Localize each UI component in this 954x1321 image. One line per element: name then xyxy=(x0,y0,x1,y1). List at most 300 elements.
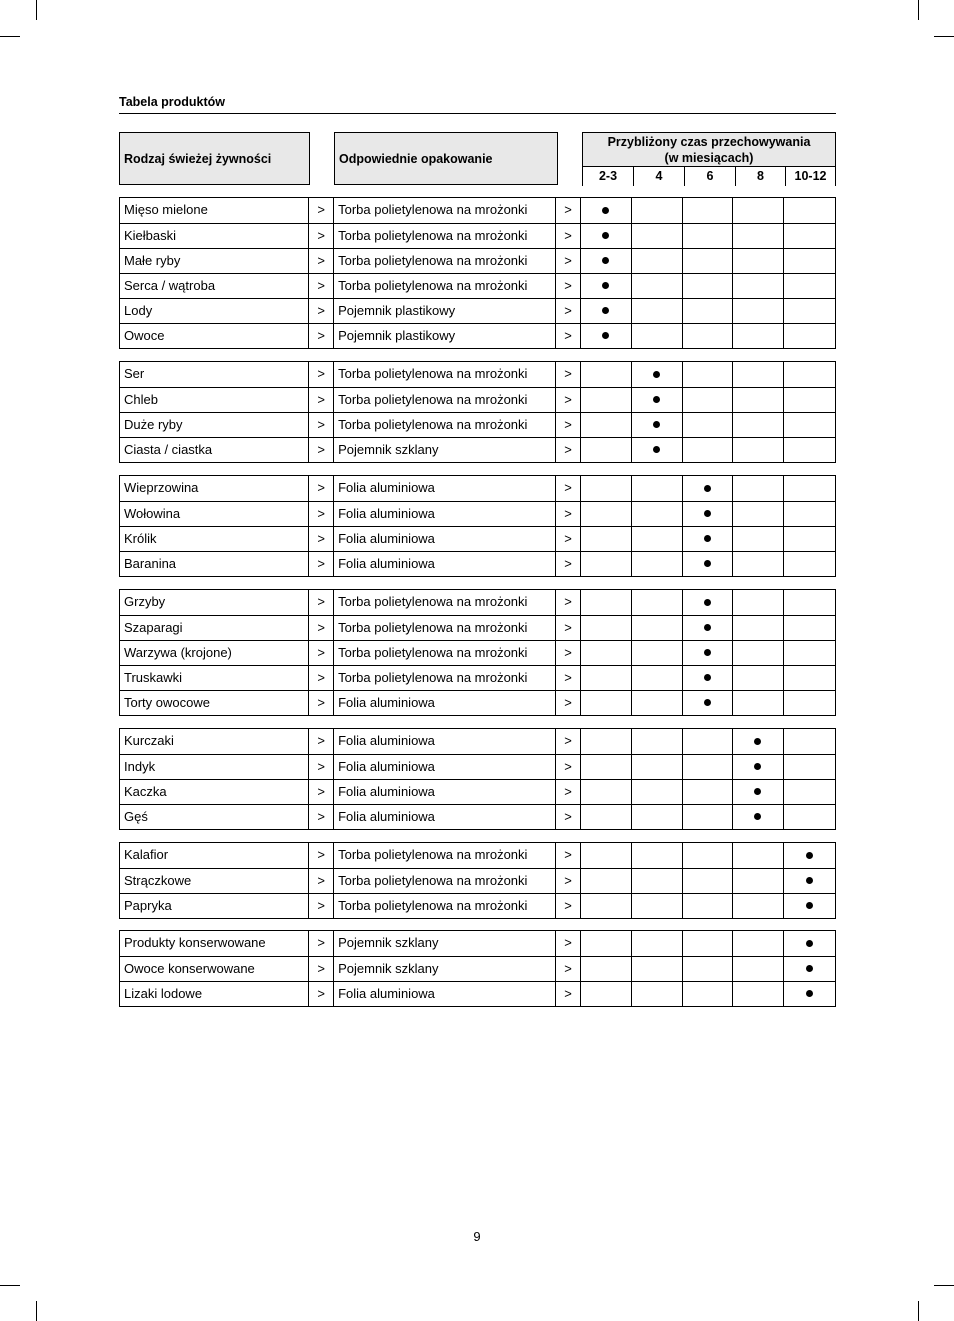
month-cell xyxy=(581,527,632,551)
month-cell xyxy=(632,931,683,956)
month-cell xyxy=(581,780,632,804)
header-storage-time-title xyxy=(583,133,835,167)
arrow-cell: > xyxy=(309,729,334,754)
month-cell xyxy=(683,666,734,690)
table-row xyxy=(120,198,835,223)
month-cell xyxy=(784,931,835,956)
month-cell xyxy=(632,590,683,615)
arrow-cell: > xyxy=(556,502,581,526)
header-storage-time-line2: (w miesiącach) xyxy=(664,151,754,165)
month-cell xyxy=(733,957,784,981)
month-cell xyxy=(733,805,784,829)
arrow-cell: > xyxy=(309,552,334,576)
month-cell xyxy=(683,641,734,665)
month-cell xyxy=(733,274,784,298)
month-cell xyxy=(733,324,784,348)
arrow-cell: > xyxy=(556,590,581,615)
bullet-dot-icon xyxy=(806,877,813,884)
month-cell xyxy=(784,666,835,690)
arrow-cell: > xyxy=(556,666,581,690)
month-cell xyxy=(733,224,784,248)
packaging-cell: Folia aluminiowa xyxy=(334,502,556,526)
month-cell xyxy=(581,931,632,956)
table-group xyxy=(119,361,836,463)
month-cell xyxy=(581,843,632,868)
crop-mark xyxy=(0,36,20,37)
month-cell xyxy=(733,931,784,956)
month-cell xyxy=(632,869,683,893)
month-cell xyxy=(784,502,835,526)
bullet-dot-icon xyxy=(704,674,711,681)
food-cell: Mięso mielone xyxy=(120,198,309,223)
bullet-dot-icon xyxy=(754,763,761,770)
arrow-cell: > xyxy=(309,476,334,501)
month-cell xyxy=(784,198,835,223)
month-cell xyxy=(784,691,835,715)
arrow-cell: > xyxy=(556,780,581,804)
arrow-cell: > xyxy=(556,843,581,868)
packaging-cell: Torba polietylenowa na mrożonki xyxy=(334,869,556,893)
month-cell xyxy=(683,362,734,387)
food-cell: Kaczka xyxy=(120,780,309,804)
month-cell xyxy=(784,224,835,248)
packaging-cell: Pojemnik plastikowy xyxy=(334,299,556,323)
month-cell xyxy=(632,324,683,348)
month-cell xyxy=(733,691,784,715)
month-cell xyxy=(733,413,784,437)
arrow-cell: > xyxy=(556,527,581,551)
table-group xyxy=(119,842,836,919)
header-month: 10-12 xyxy=(785,167,836,186)
bullet-dot-icon xyxy=(602,232,609,239)
month-cell xyxy=(784,249,835,273)
bullet-dot-icon xyxy=(704,649,711,656)
header-storage-time-line1: Przybliżony czas przechowywania xyxy=(607,135,811,149)
month-cell xyxy=(683,894,734,918)
month-cell xyxy=(733,869,784,893)
table-row xyxy=(120,526,835,551)
month-cell xyxy=(784,413,835,437)
month-cell xyxy=(784,590,835,615)
table-row xyxy=(120,615,835,640)
month-cell xyxy=(581,982,632,1006)
month-cell xyxy=(733,198,784,223)
food-cell: Produkty konserwowane xyxy=(120,931,309,956)
arrow-cell: > xyxy=(556,805,581,829)
month-cell xyxy=(784,729,835,754)
month-cell xyxy=(581,299,632,323)
month-cell xyxy=(733,641,784,665)
month-cell xyxy=(683,413,734,437)
month-cell xyxy=(733,299,784,323)
month-cell xyxy=(632,224,683,248)
month-cell xyxy=(683,691,734,715)
month-cell xyxy=(683,590,734,615)
month-cell xyxy=(581,198,632,223)
month-cell xyxy=(581,362,632,387)
food-cell: Baranina xyxy=(120,552,309,576)
month-cell xyxy=(683,198,734,223)
month-cell xyxy=(733,894,784,918)
month-cell xyxy=(581,552,632,576)
month-cell xyxy=(733,502,784,526)
month-cell xyxy=(683,982,734,1006)
bullet-dot-icon xyxy=(704,624,711,631)
month-cell xyxy=(581,729,632,754)
arrow-cell: > xyxy=(309,413,334,437)
bullet-dot-icon xyxy=(806,990,813,997)
table-group xyxy=(119,589,836,716)
month-cell xyxy=(683,502,734,526)
table-row xyxy=(120,412,835,437)
packaging-cell: Torba polietylenowa na mrożonki xyxy=(334,641,556,665)
month-cell xyxy=(632,982,683,1006)
packaging-cell: Torba polietylenowa na mrożonki xyxy=(334,590,556,615)
month-cell xyxy=(632,616,683,640)
month-cell xyxy=(733,388,784,412)
arrow-cell: > xyxy=(309,590,334,615)
bullet-dot-icon xyxy=(806,902,813,909)
arrow-cell: > xyxy=(309,438,334,462)
month-cell xyxy=(581,438,632,462)
table-row xyxy=(120,754,835,779)
food-cell: Strączkowe xyxy=(120,869,309,893)
bullet-dot-icon xyxy=(653,396,660,403)
arrow-cell: > xyxy=(556,869,581,893)
month-cell xyxy=(632,362,683,387)
packaging-cell: Folia aluminiowa xyxy=(334,691,556,715)
month-cell xyxy=(581,666,632,690)
month-cell xyxy=(581,249,632,273)
month-cell xyxy=(683,388,734,412)
table-group xyxy=(119,197,836,349)
month-cell xyxy=(683,931,734,956)
bullet-dot-icon xyxy=(704,560,711,567)
crop-mark xyxy=(918,1301,919,1321)
table-row xyxy=(120,437,835,462)
packaging-cell: Folia aluminiowa xyxy=(334,527,556,551)
month-cell xyxy=(581,691,632,715)
month-cell xyxy=(683,843,734,868)
arrow-cell: > xyxy=(556,982,581,1006)
month-cell xyxy=(733,729,784,754)
bullet-dot-icon xyxy=(653,421,660,428)
arrow-cell: > xyxy=(556,249,581,273)
table-row xyxy=(120,665,835,690)
month-cell xyxy=(683,249,734,273)
arrow-cell: > xyxy=(309,691,334,715)
arrow-cell: > xyxy=(309,249,334,273)
header-month: 8 xyxy=(735,167,785,186)
arrow-cell: > xyxy=(309,894,334,918)
month-cell xyxy=(581,388,632,412)
table-row xyxy=(120,868,835,893)
packaging-cell: Torba polietylenowa na mrożonki xyxy=(334,388,556,412)
month-cell xyxy=(632,641,683,665)
arrow-cell: > xyxy=(556,324,581,348)
arrow-cell: > xyxy=(309,324,334,348)
bullet-dot-icon xyxy=(754,813,761,820)
month-cell xyxy=(683,224,734,248)
crop-mark xyxy=(934,1285,954,1286)
arrow-cell: > xyxy=(309,362,334,387)
arrow-cell: > xyxy=(556,388,581,412)
table-row xyxy=(120,298,835,323)
month-cell xyxy=(581,413,632,437)
month-cell xyxy=(581,957,632,981)
header-food-type: Rodzaj świeżej żywności xyxy=(119,132,310,185)
table-row xyxy=(120,931,835,956)
bullet-dot-icon xyxy=(806,965,813,972)
food-cell: Lody xyxy=(120,299,309,323)
packaging-cell: Torba polietylenowa na mrożonki xyxy=(334,249,556,273)
crop-mark xyxy=(934,36,954,37)
month-cell xyxy=(632,552,683,576)
bullet-dot-icon xyxy=(704,485,711,492)
table-row xyxy=(120,843,835,868)
month-cell xyxy=(581,476,632,501)
food-cell: Owoce konserwowane xyxy=(120,957,309,981)
month-cell xyxy=(581,869,632,893)
arrow-cell: > xyxy=(556,957,581,981)
arrow-cell: > xyxy=(309,982,334,1006)
month-cell xyxy=(683,755,734,779)
month-cell xyxy=(632,476,683,501)
month-cell xyxy=(733,755,784,779)
month-cell xyxy=(581,805,632,829)
month-cell xyxy=(632,894,683,918)
month-cell xyxy=(683,729,734,754)
arrow-cell: > xyxy=(556,755,581,779)
bullet-dot-icon xyxy=(602,332,609,339)
arrow-cell: > xyxy=(309,527,334,551)
packaging-cell: Torba polietylenowa na mrożonki xyxy=(334,894,556,918)
month-cell xyxy=(581,224,632,248)
month-cell xyxy=(581,894,632,918)
arrow-cell: > xyxy=(309,931,334,956)
month-cell xyxy=(632,198,683,223)
header-month: 6 xyxy=(684,167,735,186)
arrow-cell: > xyxy=(556,641,581,665)
crop-mark xyxy=(918,0,919,20)
packaging-cell: Pojemnik plastikowy xyxy=(334,324,556,348)
month-cell xyxy=(784,324,835,348)
food-cell: Królik xyxy=(120,527,309,551)
packaging-cell: Torba polietylenowa na mrożonki xyxy=(334,666,556,690)
arrow-cell: > xyxy=(309,388,334,412)
food-cell: Małe ryby xyxy=(120,249,309,273)
bullet-dot-icon xyxy=(602,207,609,214)
arrow-cell: > xyxy=(309,299,334,323)
packaging-cell: Torba polietylenowa na mrożonki xyxy=(334,198,556,223)
table-row xyxy=(120,323,835,348)
arrow-cell: > xyxy=(556,413,581,437)
month-cell xyxy=(683,527,734,551)
arrow-cell: > xyxy=(556,224,581,248)
arrow-cell: > xyxy=(556,931,581,956)
arrow-cell: > xyxy=(309,869,334,893)
food-cell: Kiełbaski xyxy=(120,224,309,248)
packaging-cell: Folia aluminiowa xyxy=(334,805,556,829)
month-cell xyxy=(683,274,734,298)
bullet-dot-icon xyxy=(806,852,813,859)
food-cell: Chleb xyxy=(120,388,309,412)
month-cell xyxy=(733,982,784,1006)
month-cell xyxy=(632,805,683,829)
arrow-cell: > xyxy=(309,274,334,298)
packaging-cell: Pojemnik szklany xyxy=(334,957,556,981)
month-cell xyxy=(632,729,683,754)
table-row xyxy=(120,387,835,412)
arrow-cell: > xyxy=(309,224,334,248)
packaging-cell: Torba polietylenowa na mrożonki xyxy=(334,843,556,868)
table-row xyxy=(120,273,835,298)
packaging-cell: Torba polietylenowa na mrożonki xyxy=(334,224,556,248)
food-cell: Duże ryby xyxy=(120,413,309,437)
arrow-cell: > xyxy=(309,641,334,665)
arrow-cell: > xyxy=(556,476,581,501)
table-row xyxy=(120,956,835,981)
table-row xyxy=(120,690,835,715)
month-cell xyxy=(784,957,835,981)
arrow-cell: > xyxy=(556,198,581,223)
bullet-dot-icon xyxy=(704,535,711,542)
table-row xyxy=(120,551,835,576)
crop-mark xyxy=(0,1285,20,1286)
month-cell xyxy=(632,527,683,551)
month-cell xyxy=(632,780,683,804)
month-cell xyxy=(632,388,683,412)
packaging-cell: Torba polietylenowa na mrożonki xyxy=(334,413,556,437)
title-rule xyxy=(119,113,836,114)
month-cell xyxy=(581,502,632,526)
table-group xyxy=(119,475,836,577)
month-cell xyxy=(784,894,835,918)
bullet-dot-icon xyxy=(704,699,711,706)
packaging-cell: Pojemnik szklany xyxy=(334,438,556,462)
table-row xyxy=(120,804,835,829)
month-cell xyxy=(683,957,734,981)
packaging-cell: Torba polietylenowa na mrożonki xyxy=(334,616,556,640)
crop-mark xyxy=(36,1301,37,1321)
packaging-cell: Folia aluminiowa xyxy=(334,552,556,576)
month-cell xyxy=(632,957,683,981)
arrow-cell: > xyxy=(309,843,334,868)
month-cell xyxy=(784,755,835,779)
month-cell xyxy=(784,438,835,462)
food-cell: Torty owocowe xyxy=(120,691,309,715)
month-cell xyxy=(784,476,835,501)
header-storage-time xyxy=(582,132,836,185)
month-cell xyxy=(784,362,835,387)
table-row xyxy=(120,362,835,387)
month-cell xyxy=(733,552,784,576)
month-cell xyxy=(632,666,683,690)
month-cell xyxy=(784,552,835,576)
packaging-cell: Torba polietylenowa na mrożonki xyxy=(334,274,556,298)
month-cell xyxy=(683,476,734,501)
arrow-cell: > xyxy=(309,805,334,829)
month-cell xyxy=(683,805,734,829)
table-row xyxy=(120,223,835,248)
month-cell xyxy=(784,299,835,323)
arrow-cell: > xyxy=(309,198,334,223)
food-cell: Ciasta / ciastka xyxy=(120,438,309,462)
month-cell xyxy=(683,780,734,804)
packaging-cell: Folia aluminiowa xyxy=(334,755,556,779)
header-months xyxy=(582,166,836,186)
month-cell xyxy=(733,590,784,615)
food-cell: Truskawki xyxy=(120,666,309,690)
table-row xyxy=(120,590,835,615)
month-cell xyxy=(733,616,784,640)
month-cell xyxy=(683,299,734,323)
table-row xyxy=(120,729,835,754)
food-cell: Indyk xyxy=(120,755,309,779)
month-cell xyxy=(784,616,835,640)
food-cell: Owoce xyxy=(120,324,309,348)
month-cell xyxy=(581,755,632,779)
bullet-dot-icon xyxy=(754,788,761,795)
arrow-cell: > xyxy=(556,894,581,918)
bullet-dot-icon xyxy=(704,510,711,517)
month-cell xyxy=(581,274,632,298)
arrow-cell: > xyxy=(556,438,581,462)
month-cell xyxy=(581,616,632,640)
food-cell: Kurczaki xyxy=(120,729,309,754)
food-cell: Lizaki lodowe xyxy=(120,982,309,1006)
food-cell: Szaparagi xyxy=(120,616,309,640)
food-cell: Ser xyxy=(120,362,309,387)
arrow-cell: > xyxy=(556,729,581,754)
arrow-cell: > xyxy=(309,780,334,804)
arrow-cell: > xyxy=(309,502,334,526)
month-cell xyxy=(733,527,784,551)
month-cell xyxy=(733,666,784,690)
table-group xyxy=(119,930,836,1007)
month-cell xyxy=(784,843,835,868)
month-cell xyxy=(683,552,734,576)
header-month: 2-3 xyxy=(582,167,633,186)
packaging-cell: Pojemnik szklany xyxy=(334,931,556,956)
month-cell xyxy=(632,502,683,526)
bullet-dot-icon xyxy=(806,940,813,947)
table-row xyxy=(120,893,835,918)
table-row xyxy=(120,501,835,526)
packaging-cell: Folia aluminiowa xyxy=(334,780,556,804)
arrow-cell: > xyxy=(309,755,334,779)
crop-mark xyxy=(36,0,37,20)
food-cell: Wieprzowina xyxy=(120,476,309,501)
arrow-cell: > xyxy=(309,957,334,981)
food-cell: Wołowina xyxy=(120,502,309,526)
header-packaging: Odpowiednie opakowanie xyxy=(334,132,558,185)
food-cell: Grzyby xyxy=(120,590,309,615)
packaging-cell: Torba polietylenowa na mrożonki xyxy=(334,362,556,387)
arrow-cell: > xyxy=(309,616,334,640)
arrow-cell: > xyxy=(556,274,581,298)
bullet-dot-icon xyxy=(602,257,609,264)
table-row xyxy=(120,248,835,273)
table-group xyxy=(119,728,836,830)
month-cell xyxy=(784,982,835,1006)
bullet-dot-icon xyxy=(653,446,660,453)
month-cell xyxy=(683,616,734,640)
month-cell xyxy=(683,438,734,462)
month-cell xyxy=(632,413,683,437)
packaging-cell: Folia aluminiowa xyxy=(334,982,556,1006)
month-cell xyxy=(733,249,784,273)
